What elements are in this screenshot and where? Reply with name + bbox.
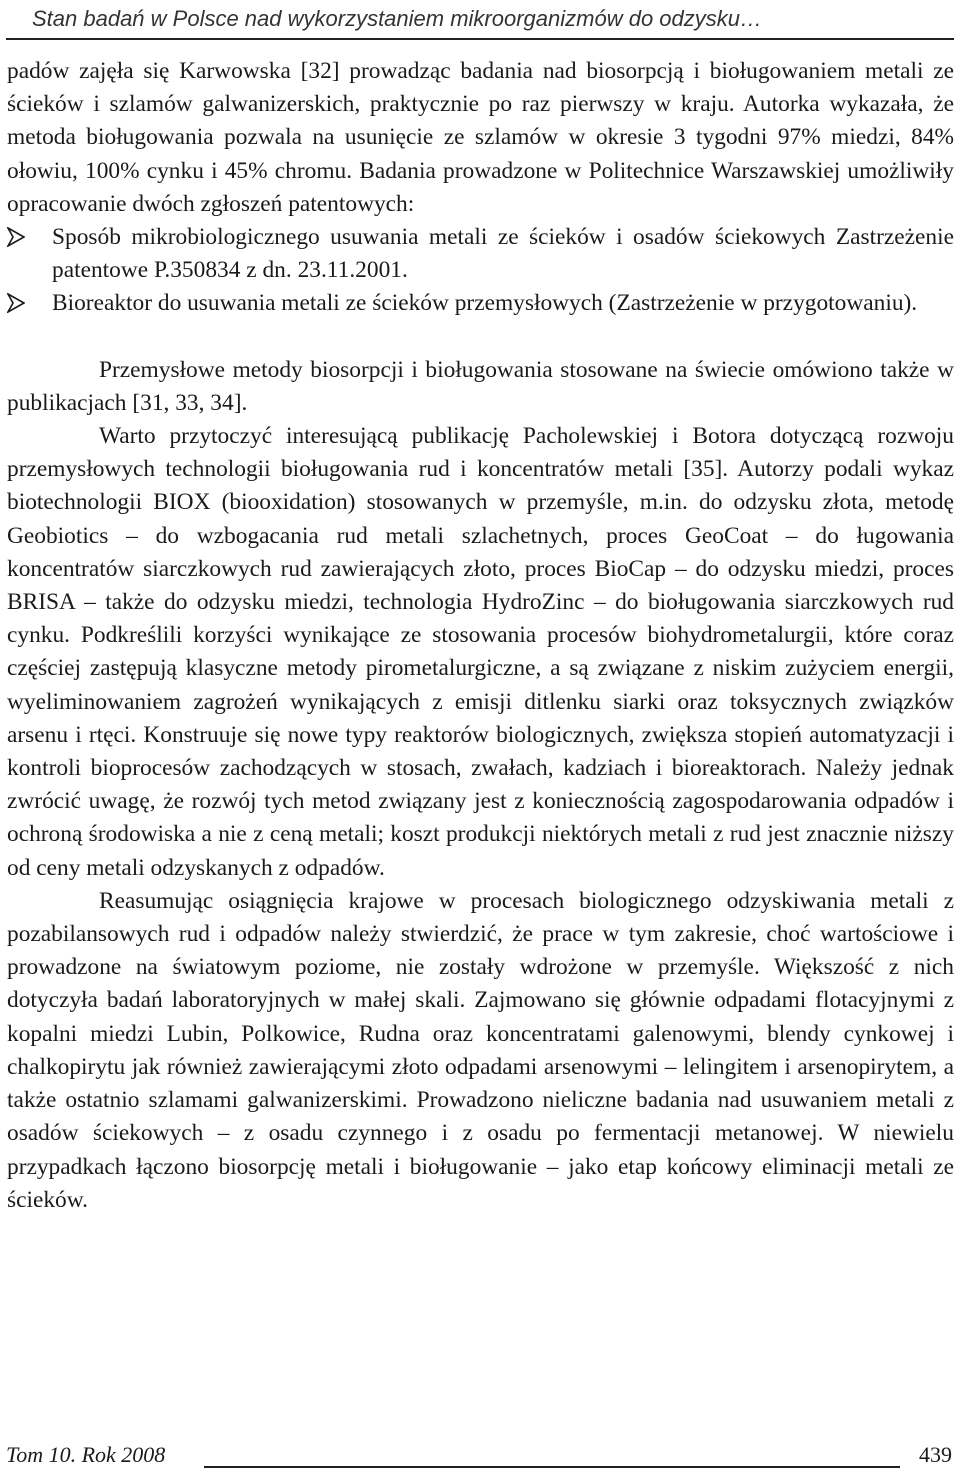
list-item <box>7 221 954 287</box>
arrowhead-bullet-icon <box>7 293 25 313</box>
list-item-text: Sposób mikrobiologicznego usuwania metali ze ścieków i osadów ściekowych Zastrzeżenie patentowe P.350834 z dn. 23.11.2001. <box>52 224 954 284</box>
paragraph-3: Warto przytoczyć interesującą publikację Pacholewskiej i Botora dotyczącą rozwoju przemysłowych technologii bioługowania rud i koncentratów metali [35]. Autorzy podali wykaz biotechnologii BIOX (biooxidation) stosowanych w przemyśle, m.in. do odzysku złota, metodę Geobiotics – do wzbogacania rud metali szlachetnych, proces GeoCoat – do ługowania koncentratów siarczkowych rud zawierających złoto, proces BioCap – do odzysku miedzi, proces BRISA – także do odzysku miedzi, technologia HydroZinc – do bioługowania siarczkowych rud cynku. Podkreślili korzyści wynikające ze stosowania procesów biohydrometalurgii, które coraz częściej zastępują klasyczne metody pirometalurgiczne, a są związane z niskim zużyciem energii, wyeliminowaniem zagrożeń wynikających z emisji ditlenku siarki oraz toksycznych związków arsenu i rtęci. Konstruuje się nowe typy reaktorów biologicznych, zwiększa stopień automatyzacji i kontroli bioprocesów zachodzących w stosach, zwałach, kadziach i bioreaktorach. Należy jednak zwrócić uwagę, że rozwój tych metod związany jest z koniecznością zagospodarowania odpadów i ochroną środowiska a nie z ceną metali; koszt produkcji niektórych metali z rud jest znacznie niższy od ceny metali odzyskanych z odpadów. <box>7 423 954 881</box>
header-rule <box>6 38 954 40</box>
journal-issue: Tom 10. Rok 2008 <box>6 1442 166 1467</box>
list-item <box>7 287 954 320</box>
patent-list <box>7 221 954 321</box>
page-number: 439 <box>919 1442 952 1467</box>
paragraph-1: padów zajęła się Karwowska [32] prowadząc badania nad biosorpcją i bioługowaniem metali ze ścieków i szlamów galwanizerskich, praktycznie po raz pierwszy w kraju. Autorka wykazała, że metoda bioługowania pozwala na usunięcie ze szlamów w okresie 3 tygodni 97% miedzi, 84% ołowiu, 100% cynku i 45% chromu. Badania prowadzone w Politechnice Warszawskiej umożliwiły opracowanie dwóch zgłoszeń patentowych: <box>7 58 954 217</box>
arrowhead-bullet-icon <box>7 227 25 247</box>
page-header <box>0 0 960 44</box>
article-body <box>7 55 954 1217</box>
paragraph-4: Reasumując osiągnięcia krajowe w procesach biologicznego odzyskiwania metali z pozabilansowych rud i odpadów należy stwierdzić, że prace w tym zakresie, choć wartościowe i prowadzone na światowym poziome, nie zostały wdrożone w przemyśle. Większość z nich dotyczyła badań laboratoryjnych w małej skali. Zajmowano się głównie odpadami flotacyjnymi z kopalni miedzi Lubin, Polkowice, Rudna oraz koncentratami galenowymi, blendy cynkowej i chalkopirytu jak również zawierającymi złoto odpadami arsenowymi – lelingitem i arsenopirytem, a także ostatnio szlamami galwanizerskimi. Prowadzono nieliczne badania nad usuwaniem metali z osadów ściekowych – z osadu czynnego i z osadu po fermentacji metanowej. W niewielu przypadkach łączono biosorpcję metali i bioługowanie – jako etap końcowy eliminacji metali ze ścieków. <box>7 887 954 1213</box>
paragraph-2: Przemysłowe metody biosorpcji i bioługowania stosowane na świecie omówiono także w publikacjach [31, 33, 34]. <box>7 356 954 416</box>
list-item-text: Bioreaktor do usuwania metali ze ścieków przemysłowych (Zastrzeżenie w przygotowaniu). <box>52 290 918 317</box>
footer-rule <box>204 1466 900 1468</box>
running-title: Stan badań w Polsce nad wykorzystaniem mikroorganizmów do odzysku… <box>32 6 762 31</box>
page-footer <box>0 1436 960 1476</box>
